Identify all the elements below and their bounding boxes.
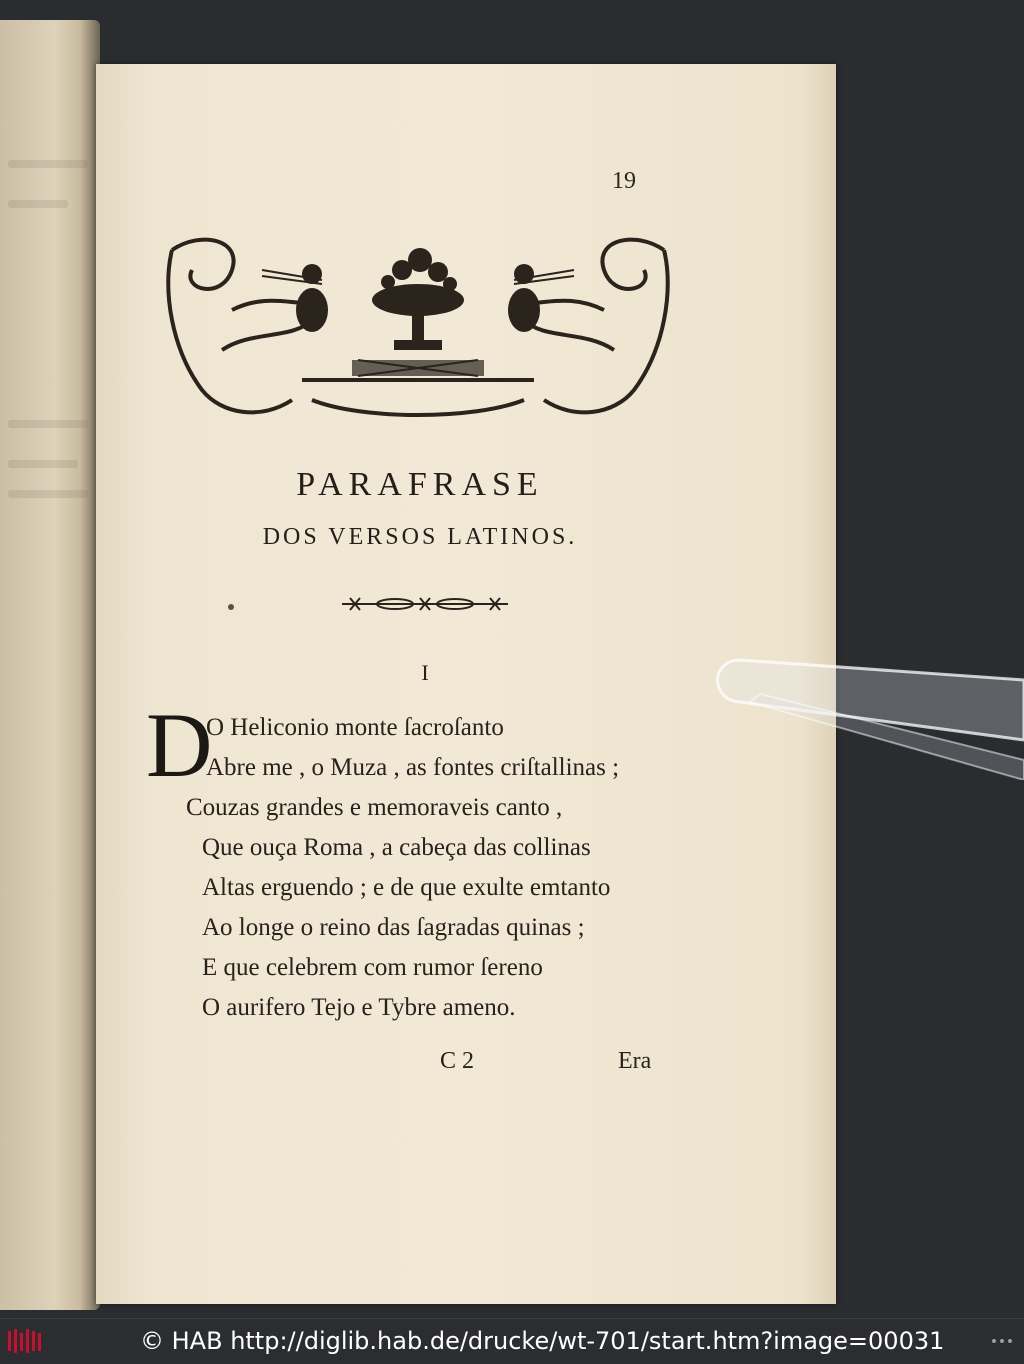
hab-logo-icon <box>6 1327 46 1355</box>
signature-mark: C 2 <box>440 1048 475 1074</box>
stanza-number: I <box>421 660 429 685</box>
verse-line: Abre me , o Muza , as fontes criſtallinas ; <box>206 754 620 781</box>
bleed-through-line <box>8 420 88 428</box>
footer-dots-icon <box>990 1337 1014 1345</box>
drop-cap: D <box>146 694 213 796</box>
ornamental-rule <box>340 594 510 614</box>
ornamental-headpiece <box>162 230 674 426</box>
glass-page-holder <box>700 640 1024 780</box>
page-number: 19 <box>612 168 636 194</box>
bleed-through-line <box>8 200 68 208</box>
title: PARAFRASE <box>296 466 544 503</box>
verse-line: Altas erguendo ; e de que exulte emtanto <box>202 874 611 901</box>
verse-line: Que ouça Roma , a cabeça das collinas <box>202 834 591 861</box>
subtitle: DOS VERSOS LATINOS. <box>262 524 578 550</box>
bleed-through-line <box>8 160 88 168</box>
verse-line: O aurifero Tejo e Tybre ameno. <box>202 994 516 1021</box>
bleed-through-line <box>8 460 78 468</box>
catchword: Era <box>618 1048 652 1074</box>
copyright-text: © HAB http://diglib.hab.de/drucke/wt-701/start.htm?image=00031 <box>140 1327 945 1355</box>
verse-line: E que celebrem com rumor ſereno <box>202 954 543 981</box>
ink-spot <box>228 604 234 610</box>
verse-line: O Heliconio monte ſacroſanto <box>206 714 504 741</box>
verse-line: Couzas grandes e memoraveis canto , <box>186 794 563 821</box>
verse-line: Ao longe o reino das ſagradas quinas ; <box>202 914 585 941</box>
facing-page-edge <box>0 20 100 1310</box>
footer-bar <box>0 1318 1024 1364</box>
bleed-through-line <box>8 490 88 498</box>
